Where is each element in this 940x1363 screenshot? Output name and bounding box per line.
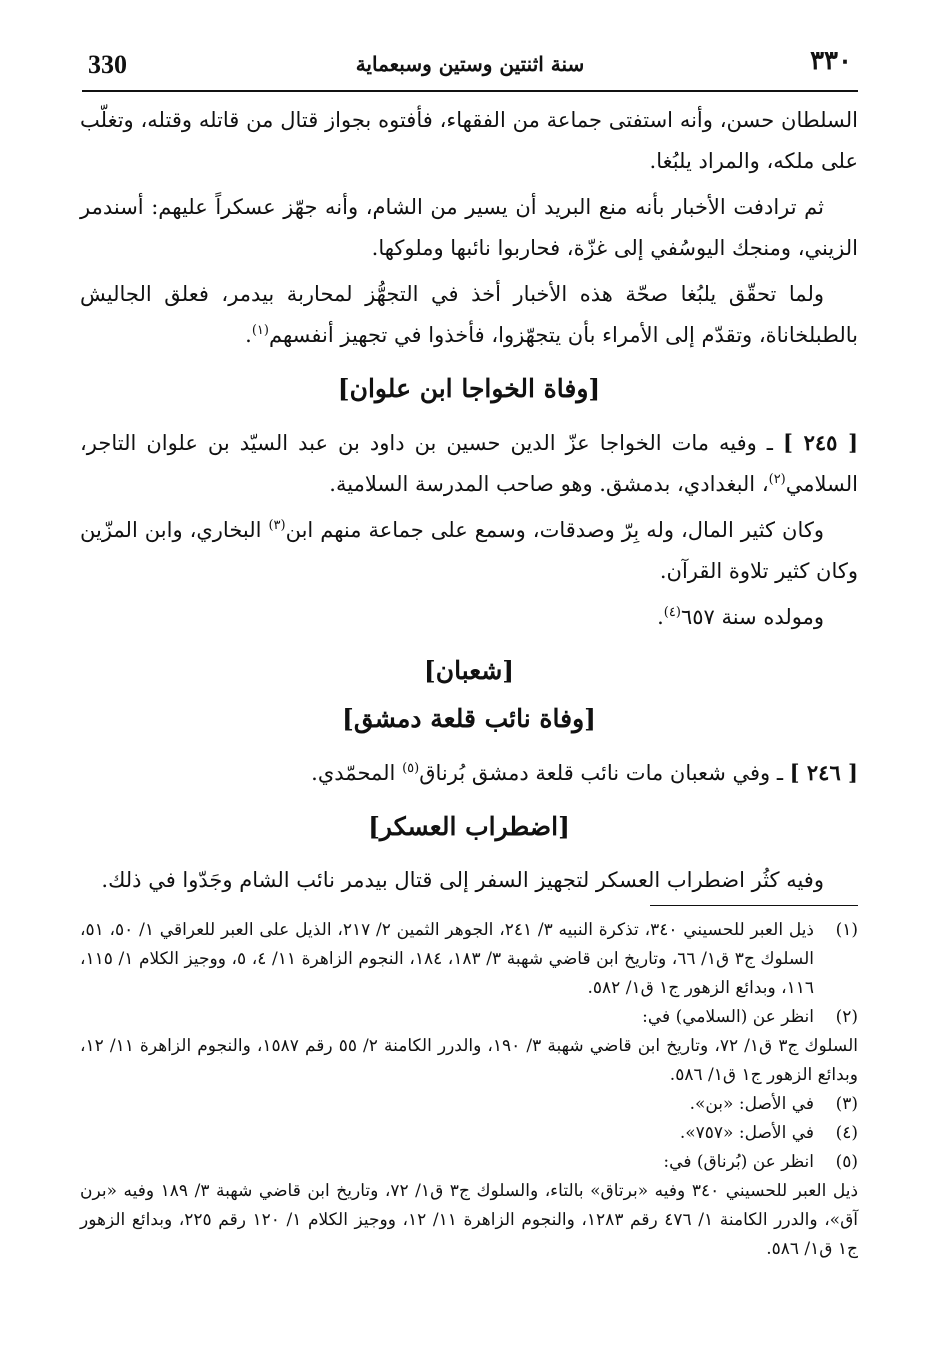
page-number-latin: 330	[88, 50, 127, 79]
footnote-4	[80, 1119, 858, 1148]
entry-number-245: [ ٢٤٥ ]	[782, 430, 859, 455]
footnote-mark-2: (٢)	[835, 1007, 858, 1027]
footnote-ref-2: (٢)	[768, 472, 786, 487]
footnote-1	[80, 916, 858, 1003]
entry-245	[80, 422, 858, 505]
footnote-text-5: ذيل العبر للحسيني ٣٤٠ وفيه «برتاق» بالتاء، والسلوك ج٣ ق١/ ٧٢، وتاريخ ابن قاضي شهبة ٣/ ١٨٩ وفيه «برن آق»، والدرر الكامنة ١/ ٤٧٦ رقم ١٢٨٣، والنجوم الزاهرة ١١/ ١٢، ووجيز الكلام ١/ ١٢٠ رقم ٢٢٥، وبدائع الزهور ج١ ق١/ ٥٨٦.	[80, 1181, 859, 1259]
paragraph-8: وفيه كثُر اضطراب العسكر لتجهيز السفر إلى قتال بيدمر نائب الشام وجَدّوا في ذلك.	[101, 868, 824, 892]
footnote-mark-3: (٣)	[835, 1094, 858, 1114]
paragraph-3-end: .	[245, 323, 252, 347]
paragraph-5-text-b: البخاري، وابن المزّين وكان كثير تلاوة القرآن.	[80, 518, 858, 583]
entry-246-text-b: المحمّدي.	[311, 761, 403, 785]
entry-246-text-a: ـ وفي شعبان مات نائب قلعة دمشق بُرناق	[419, 761, 790, 785]
heading-death-khawaja: [وفاة الخواجا ابن علوان]	[337, 374, 601, 403]
paragraph-6	[80, 597, 858, 638]
footnote-3	[80, 1090, 858, 1119]
page-number-arabic: ٣٣٠	[810, 46, 852, 76]
paragraph-5-text-a: وكان كثير المال، وله بِرّ وصدقات، وسمع على جماعة منهم ابن	[285, 518, 824, 542]
entry-245-text-b: ، البغدادي، بدمشق. وهو صاحب المدرسة السلامية.	[329, 472, 769, 496]
footnote-mark-1: (١)	[835, 920, 858, 940]
main-text	[80, 100, 858, 906]
paragraph-3-text: ولما تحقّق يلبُغا صحّة هذه الأخبار أخذ في التجهُّز لمحاربة بيدمر، فعلق الجاليش بالطبلخاناة، وتقدّم إلى الأمراء بأن يتجهّزوا، فأخذوا في تجهيز أنفسهم	[80, 282, 858, 347]
footnote-ref-4: (٤)	[663, 605, 681, 620]
footnote-text-2: السلوك ج٣ ق١/ ٧٢، وتاريخ ابن قاضي شهبة ٣/ ١٩٠، والدرر الكامنة ٢/ ٥٥ رقم ١٥٨٧، والنجوم الزاهرة ١١/ ١٢، وبدائع الزهور ج١ ق١/ ٥٨٦.	[80, 1036, 858, 1085]
paragraph-1: السلطان حسن، وأنه استفتى جماعة من الفقهاء، فأفتوه بجواز قتال من قاتله وقتله، وتغلّب على ملكه، والمراد يلبُغا.	[80, 108, 858, 173]
running-header	[82, 44, 858, 92]
entry-number-246: [ ٢٤٦ ]	[789, 760, 858, 785]
footnote-title-2: انظر عن (السلامي) في:	[642, 1007, 814, 1027]
footnote-text-3: في الأصل: «بن».	[689, 1094, 814, 1114]
paragraph-6-text-a: ومولده سنة ٦٥٧	[680, 605, 824, 629]
paragraph-6-text-b: .	[657, 605, 664, 629]
footnote-2	[80, 1003, 858, 1032]
footnote-ref-3: (٣)	[268, 518, 286, 533]
entry-246	[80, 752, 858, 794]
paragraph-3	[80, 274, 858, 356]
footnote-mark-4: (٤)	[835, 1123, 858, 1143]
footnote-divider	[650, 905, 858, 906]
footnote-text-4: في الأصل: «٧٥٧».	[679, 1123, 814, 1143]
footnote-text-1: ذيل العبر للحسيني ٣٤٠، تذكرة النبيه ٣/ ٢٤١، الجوهر الثمين ٢/ ٢١٧، الذيل على العبر للعراقي ١/ ٥٠، ٥١، السلوك ج٣ ق١/ ٦٦، وتاريخ ابن قاضي شهبة ٣/ ١٨٣، ١٨٤، النجوم الزاهرة ١١/ ٤، ٥، ووجيز الكلام ١/ ١١٥، ١١٦، وبدائع الزهور ج١ ق١/ ٥٨٢.	[80, 920, 815, 998]
running-title: سنة اثنتين وستين وسبعماية	[355, 52, 585, 76]
footnote-ref-1: (١)	[251, 323, 269, 338]
footnote-ref-5: (٥)	[402, 761, 420, 776]
footnotes	[80, 916, 858, 1264]
paragraph-2: ثم ترادفت الأخبار بأنه منع البريد أن يسير من الشام، وأنه جهّز عسكراً عليهم: أسندمر الزيني، ومنجك اليوسُفي إلى غزّة، فحاربوا نائبها وملوكها.	[80, 195, 858, 260]
footnote-mark-5: (٥)	[835, 1152, 858, 1172]
paragraph-5	[80, 510, 858, 592]
heading-shaban: [شعبان]	[423, 656, 515, 685]
entry-245-text-a: ـ وفيه مات الخواجا عزّ الدين حسين بن داود بن عبد السيّد بن علوان التاجر، السلامي	[80, 431, 858, 496]
heading-death-citadel-deputy: [وفاة نائب قلعة دمشق]	[342, 704, 596, 733]
footnote-title-5: انظر عن (بُرناق) في:	[663, 1152, 814, 1172]
footnote-5	[80, 1148, 858, 1177]
heading-army-unrest: [اضطراب العسكر]	[368, 812, 570, 841]
